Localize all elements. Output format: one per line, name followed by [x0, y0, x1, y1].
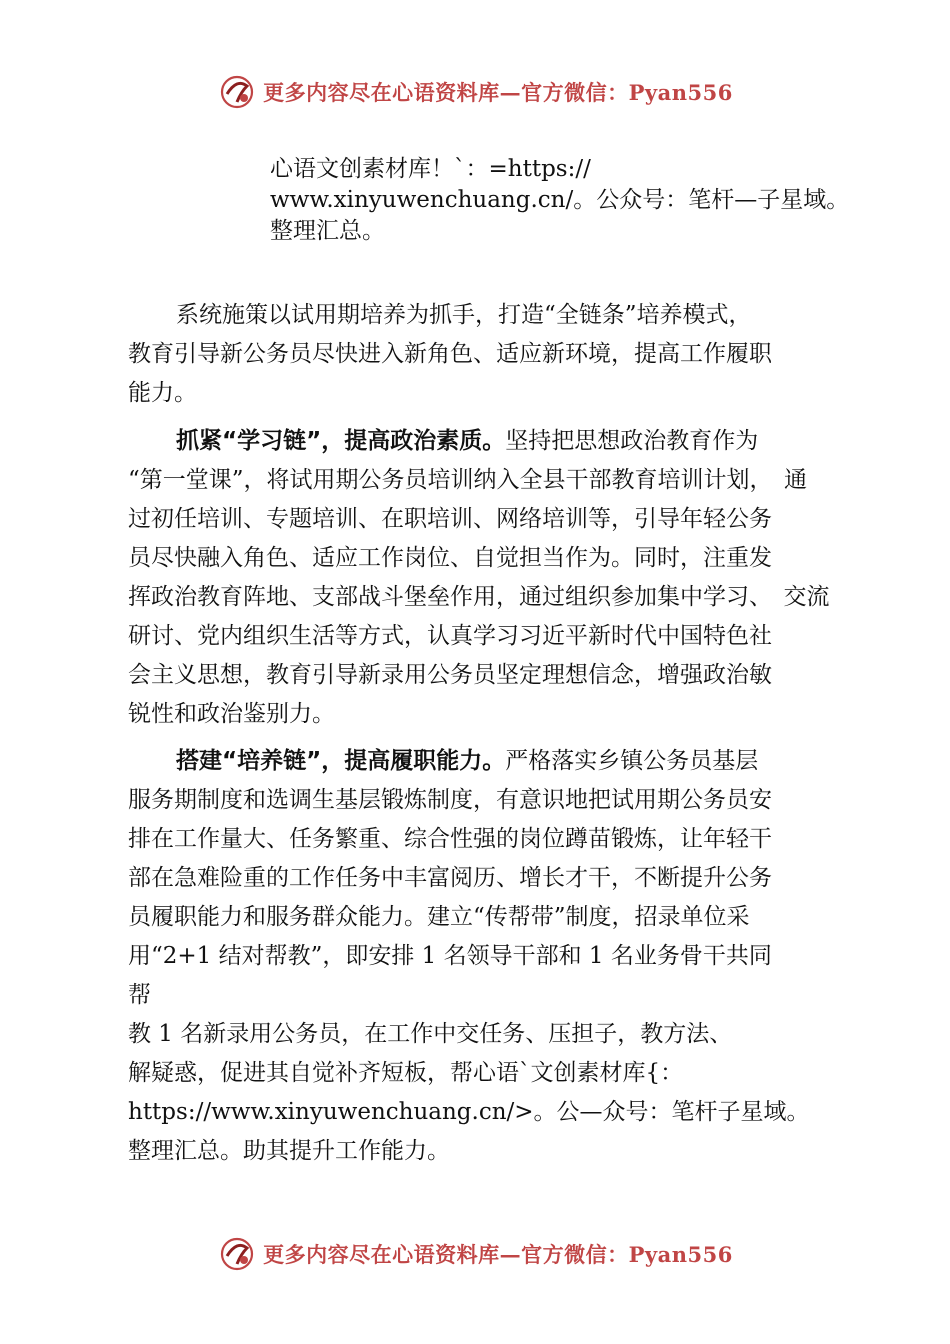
intro-block: [270, 154, 870, 247]
paragraph-line: 教育引导新公务员尽快进入新角色、适应新环境，提高工作履职: [128, 341, 772, 367]
paragraph-3: [128, 742, 838, 1171]
paragraph-first-line: [128, 742, 838, 781]
paragraph-line: 整理汇总。助其提升工作能力。: [128, 1138, 450, 1164]
paragraph-line: https://www.xinyuwenchuang.cn/>。公—众号：笔杆子星域。: [128, 1099, 810, 1125]
paragraph-line: 教 1 名新录用公务员，在工作中交任务、压担子，教方法、: [128, 1021, 733, 1047]
paragraph-line: 系统施策以试用期培养为抓手，打造“全链条”培养模式，: [176, 302, 752, 328]
intro-line: 整理汇总。: [270, 218, 385, 244]
paragraph-line: 解疑惑，促进其自觉补齐短板，帮心语`文创素材库{：: [128, 1060, 684, 1086]
paragraph-line: 服务期制度和选调生基层锻炼制度，有意识地把试用期公务员安: [128, 787, 772, 813]
section-heading: 搭建“培养链”，提高履职能力。: [176, 748, 506, 774]
paragraph-line: 用“2+1 结对帮教”，即安排 1 名领导干部和 1 名业务骨干共同: [128, 943, 772, 969]
paragraph-1: [128, 296, 838, 413]
paragraph-line: 挥政治教育阵地、支部战斗堡垒作用，通过组织参加集中学习、 交流: [128, 584, 830, 610]
paragraph-line: 能力。: [128, 380, 197, 406]
banner-text: 更多内容尽在心语资料库—官方微信：Pyan556: [263, 80, 733, 105]
paragraph-line: “第一堂课”，将试用期公务员培训纳入全县干部教育培训计划， 通: [128, 467, 808, 493]
paragraph-text: 坚持把思想政治教育作为: [505, 428, 759, 454]
paragraph-line: 过初任培训、专题培训、在职培训、网络培训等，引导年轻公务: [128, 506, 772, 532]
intro-line: www.xinyuwenchuang.cn/。公众号：笔杆—子星域。: [270, 187, 850, 213]
footer-banner: [0, 1232, 950, 1276]
paragraph-line: 员尽快融入角色、适应工作岗位、自觉担当作为。同时，注重发: [128, 545, 772, 571]
banner-text: 更多内容尽在心语资料库—官方微信：Pyan556: [263, 1242, 733, 1267]
paragraph-text: 严格落实乡镇公务员基层: [505, 748, 759, 774]
paragraph-line: 部在急难险重的工作任务中丰富阅历、增长才干，不断提升公务: [128, 865, 772, 891]
paragraph-line: 会主义思想，教育引导新录用公务员坚定理想信念，增强政治敏: [128, 662, 772, 688]
paragraph-first-line: [128, 422, 838, 461]
paragraph-line: 锐性和政治鉴别力。: [128, 701, 335, 727]
paragraph-line: 研讨、党内组织生活等方式，认真学习习近平新时代中国特色社: [128, 623, 772, 649]
paragraph-2: [128, 422, 838, 734]
paragraph-line: 帮: [128, 982, 151, 1008]
logo-icon: [217, 72, 257, 112]
section-heading: 抓紧“学习链”，提高政治素质。: [176, 428, 506, 454]
logo-icon: [217, 1234, 257, 1274]
header-banner: [0, 70, 950, 114]
intro-line: 心语文创素材库！`：=https://: [270, 156, 591, 182]
paragraph-line: 员履职能力和服务群众能力。建立“传帮带”制度，招录单位采: [128, 904, 750, 930]
paragraph-line: 排在工作量大、任务繁重、综合性强的岗位蹲苗锻炼，让年轻干: [128, 826, 772, 852]
